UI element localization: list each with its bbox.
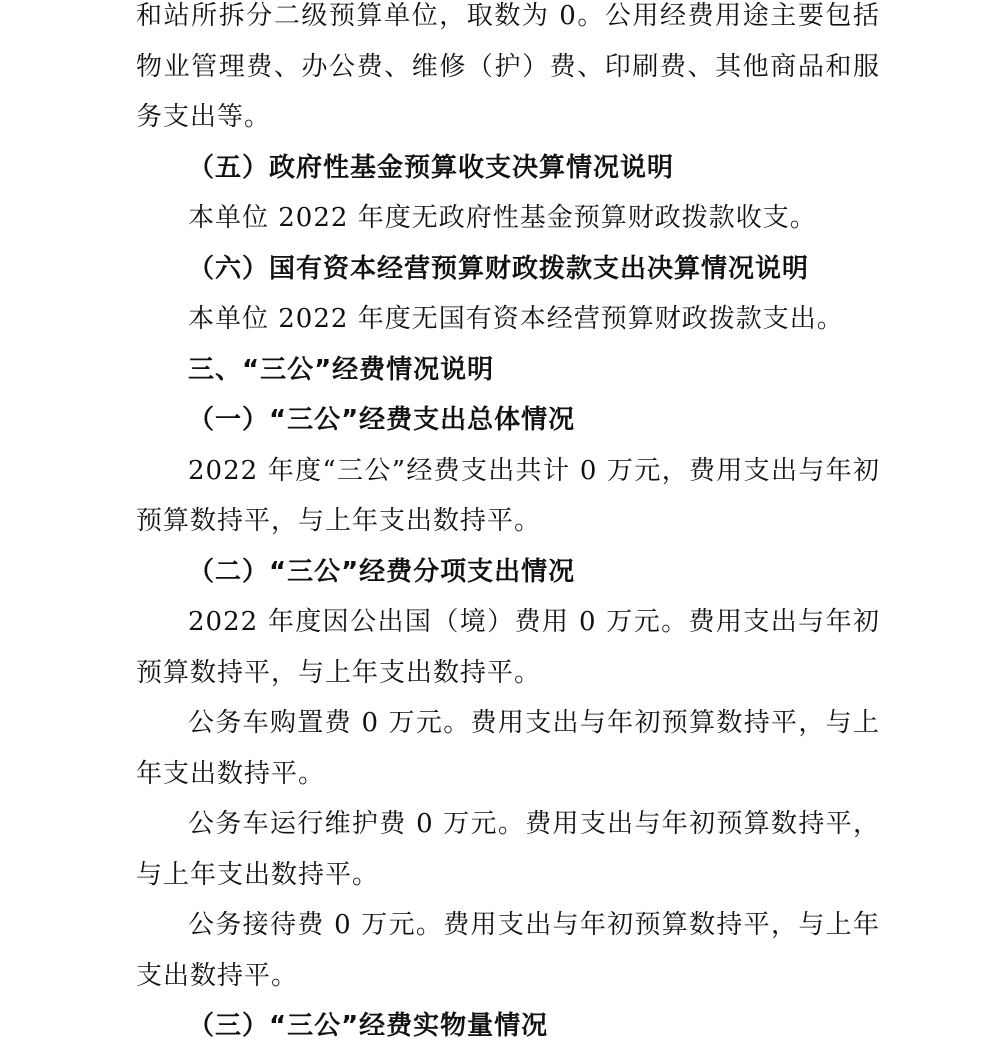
section-heading-three-public-expenses: 三、“三公”经费情况说明 — [188, 354, 495, 385]
paragraph-overseas-travel: 2022 年度因公出国（境）费用 0 万元。费用支出与年初预算数持平，与上年支出数持平。 — [136, 607, 880, 688]
paragraph-vehicle-operation: 公务车运行维护费 0 万元。费用支出与年初预算数持平，与上年支出数持平。 — [136, 809, 880, 890]
paragraph-vehicle-purchase: 公务车购置费 0 万元。费用支出与年初预算数持平，与上年支出数持平。 — [136, 708, 880, 789]
paragraph-government-fund: 本单位 2022 年度无政府性基金预算财政拨款收支。 — [188, 203, 817, 233]
paragraph-public-expense-usage: 和站所拆分二级预算单位，取数为 0。公用经费用途主要包括物业管理费、办公费、维修（护）费、印刷费、其他商品和服务支出等。 — [136, 1, 880, 132]
paragraph-overall-expenses: 2022 年度“三公”经费支出共计 0 万元，费用支出与年初预算数持平，与上年支出数持平。 — [136, 455, 880, 536]
paragraph-official-reception: 公务接待费 0 万元。费用支出与年初预算数持平，与上年支出数持平。 — [136, 910, 880, 991]
section-heading-government-fund: （五）政府性基金预算收支决算情况说明 — [188, 152, 675, 183]
section-heading-physical-quantity: （三）“三公”经费实物量情况 — [188, 1011, 549, 1041]
document-page — [136, 0, 880, 1052]
section-heading-itemized-expenses: （二）“三公”经费分项支出情况 — [188, 556, 576, 587]
paragraph-state-capital: 本单位 2022 年度无国有资本经营预算财政拨款支出。 — [188, 304, 844, 334]
section-heading-state-capital: （六）国有资本经营预算财政拨款支出决算情况说明 — [188, 253, 810, 284]
section-heading-overall-expenses: （一）“三公”经费支出总体情况 — [188, 405, 576, 435]
